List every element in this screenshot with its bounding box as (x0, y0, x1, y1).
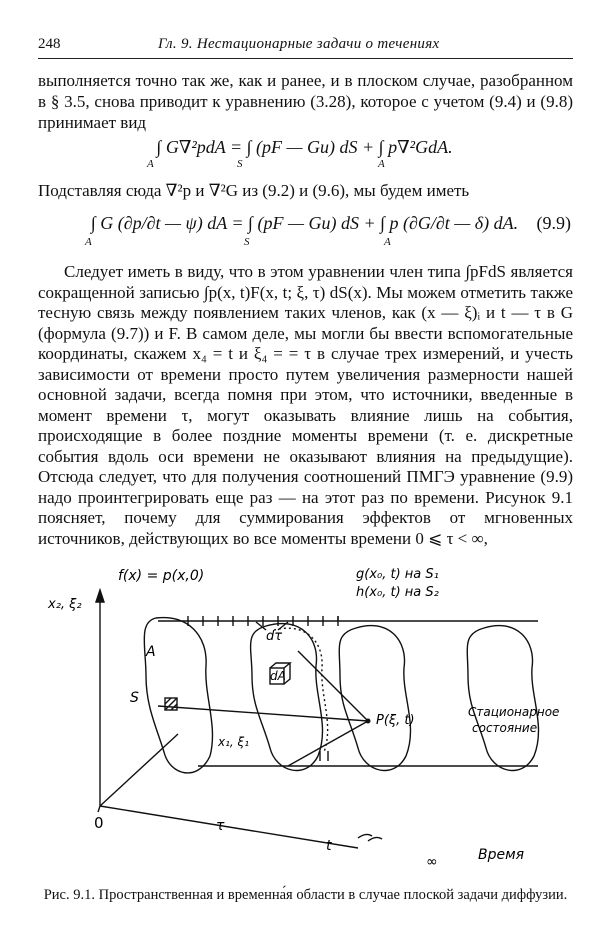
axis-break (358, 834, 382, 841)
figure-caption: Рис. 9.1. Пространственная и временна́я области в случае плоской задачи диффузии. (43, 887, 568, 903)
equation-number: (9.9) (536, 213, 571, 233)
label-a: A (146, 644, 156, 660)
ray-from-da (298, 651, 368, 721)
equation-2-sub-a: A (85, 236, 92, 248)
label-h: h(x₀, t) на S₂ (356, 585, 439, 600)
label-f: f(x) = p(x,0) (118, 568, 205, 584)
label-stationary-2: состояние (472, 721, 538, 735)
label-time: Время (478, 847, 525, 863)
label-zero: 0 (94, 814, 104, 832)
label-t: t (326, 838, 332, 854)
paragraph-substitution: Подставляя сюда ∇²p и ∇²G из (9.2) и (9.6), мы будем иметь (38, 181, 470, 200)
label-p: P(ξ, t) (376, 713, 415, 728)
label-g: g(x₀, t) на S₁ (356, 567, 439, 582)
label-axis-vertical: x₂, ξ₂ (48, 597, 82, 612)
label-stationary-1: Стационарное (468, 705, 560, 719)
label-dtau: dτ (266, 629, 283, 644)
equation-2-sub-s: S (244, 236, 250, 248)
figure-diagram (38, 556, 578, 881)
page-number: 248 (38, 36, 61, 52)
equation-green: ∫ G∇²pdA = ∫ (pF — Gu) dS + ∫ p∇²GdA. (156, 137, 453, 157)
equation-2-sub-a2: A (384, 236, 391, 248)
label-s: S (130, 690, 139, 706)
equation-1-sub-a2: A (378, 158, 385, 170)
bottom-marks (320, 751, 328, 761)
cross-section-hatched (251, 624, 323, 771)
vertical-axis-arrow (96, 590, 104, 602)
label-da: dA (270, 669, 286, 683)
cross-section-p (339, 626, 410, 771)
cross-section-initial (144, 618, 212, 773)
equation-9-9-body: ∫ G (∂p/∂t — ψ) dA = ∫ (pF — Gu) dS + ∫ p (∂G/∂t — δ) dA. (90, 213, 519, 233)
equation-1-sub-s: S (237, 158, 243, 170)
point-p (366, 719, 371, 724)
time-axis-line (100, 806, 358, 848)
equation-1-sub-a: A (147, 158, 154, 170)
initial-hatch-lines (165, 698, 177, 710)
paragraph-main: Следует иметь в виду, что в этом уравнении член типа ∫pFdS является сокращенной записью ∫p(x, t)F(x, t; ξ, τ) dS(x). Мы можем отметить также тесную связь между появлением таких членов, как (x — ξ)ᵢ и t — τ в G (формула (9.7)) и F. В самом деле, мы могли бы ввести вспомогательные координаты, скажем x₄ = t и ξ₄ = = τ в случае трех измерений, и учесть зависимости от времени просто путем увеличения размерности нашей основной задачи, всегда помня при этом, что источники, введенные в момент времени τ, могут оказывать влияние лишь на события, происходящие в более поздние моменты времени (т. е. дискретные события вдоль оси времени не оказывают влияния на предыдущие). Отсюда следует, что для получения соотношений ПМГЭ уравнение (9.9) надо проинтегрировать еще раз — на этот раз по времени. Рисунок 9.1 поясняет, почему для суммирования эффектов от мгновенных источников, действующих во все моменты времени 0 ⩽ τ < ∞, (38, 262, 573, 548)
ray-to-p (158, 706, 368, 721)
cross-section-hatch-shadow (274, 628, 328, 752)
diag-axis-line (100, 734, 178, 806)
label-tau: τ (216, 818, 225, 834)
label-axis-diagonal: x₁, ξ₁ (218, 735, 250, 749)
page-header (38, 36, 573, 59)
label-infinity: ∞ (426, 854, 438, 870)
figure-9-1 (38, 556, 578, 881)
equation-9-9 (0, 212, 609, 234)
paragraph-intro: выполняется точно так же, как и ранее, и в плоском случае, разобранном в § 3.5, снова приводит к уравнению (3.28), которое с учетом (9.4) и (9.8) принимает вид (38, 71, 573, 132)
running-title: Гл. 9. Нестационарные задачи о течениях (158, 36, 440, 52)
cross-section-stationary (467, 626, 538, 771)
